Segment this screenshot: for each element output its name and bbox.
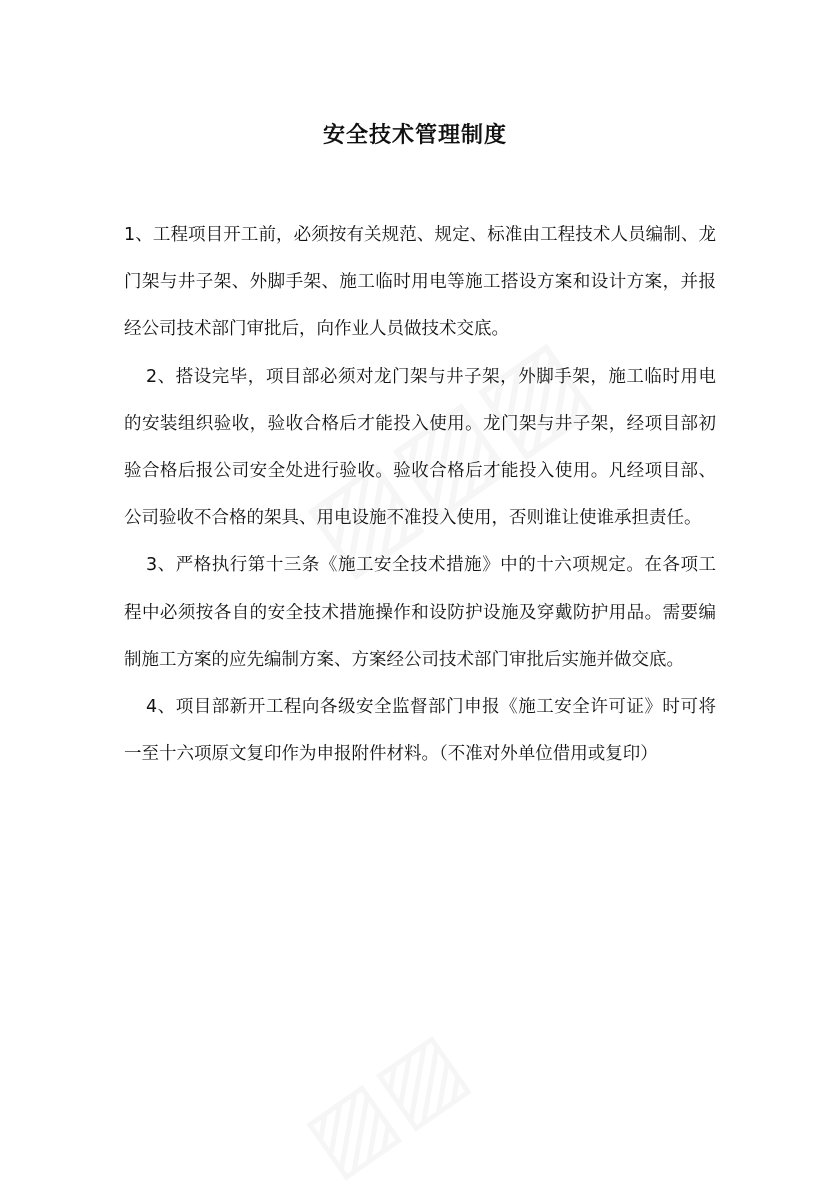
- paragraph-4: 4、项目部新开工程向各级安全监督部门申报《施工安全许可证》时可将一至十六项原文复印作为申报附件材料。（不准对外单位借用或复印）: [124, 697, 716, 765]
- watermark: [285, 1011, 485, 1194]
- paragraph-2: 2、搭设完毕，项目部必须对龙门架与井子架，外脚手架，施工临时用电的安装组织验收，验收合格后才能投入使用。龙门架与井子架，经项目部初验合格后报公司安全处进行验收。验收合格后才能投入使用。凡经项目部、公司验收不合格的架具、用电设施不准投入使用，否则谁让使谁承担责任。: [124, 366, 716, 529]
- paragraph-1: 1、工程项目开工前，必须按有关规范、规定、标准由工程技术人员编制、龙门架与井子架、外脚手架、施工临时用电等施工搭设方案和设计方案，并报经公司技术部门审批后，向作业人员做技术交底。: [124, 225, 716, 340]
- page-title: 安全技术管理制度: [322, 123, 507, 148]
- paragraph-3: 3、严格执行第十三条《施工安全技术措施》中的十六项规定。在各项工程中必须按各自的安全技术措施操作和设防护设施及穿戴防护用品。需要编制施工方案的应先编制方案、方案经公司技术部门审批后实施并做交底。: [124, 555, 716, 670]
- document-body: [124, 212, 716, 778]
